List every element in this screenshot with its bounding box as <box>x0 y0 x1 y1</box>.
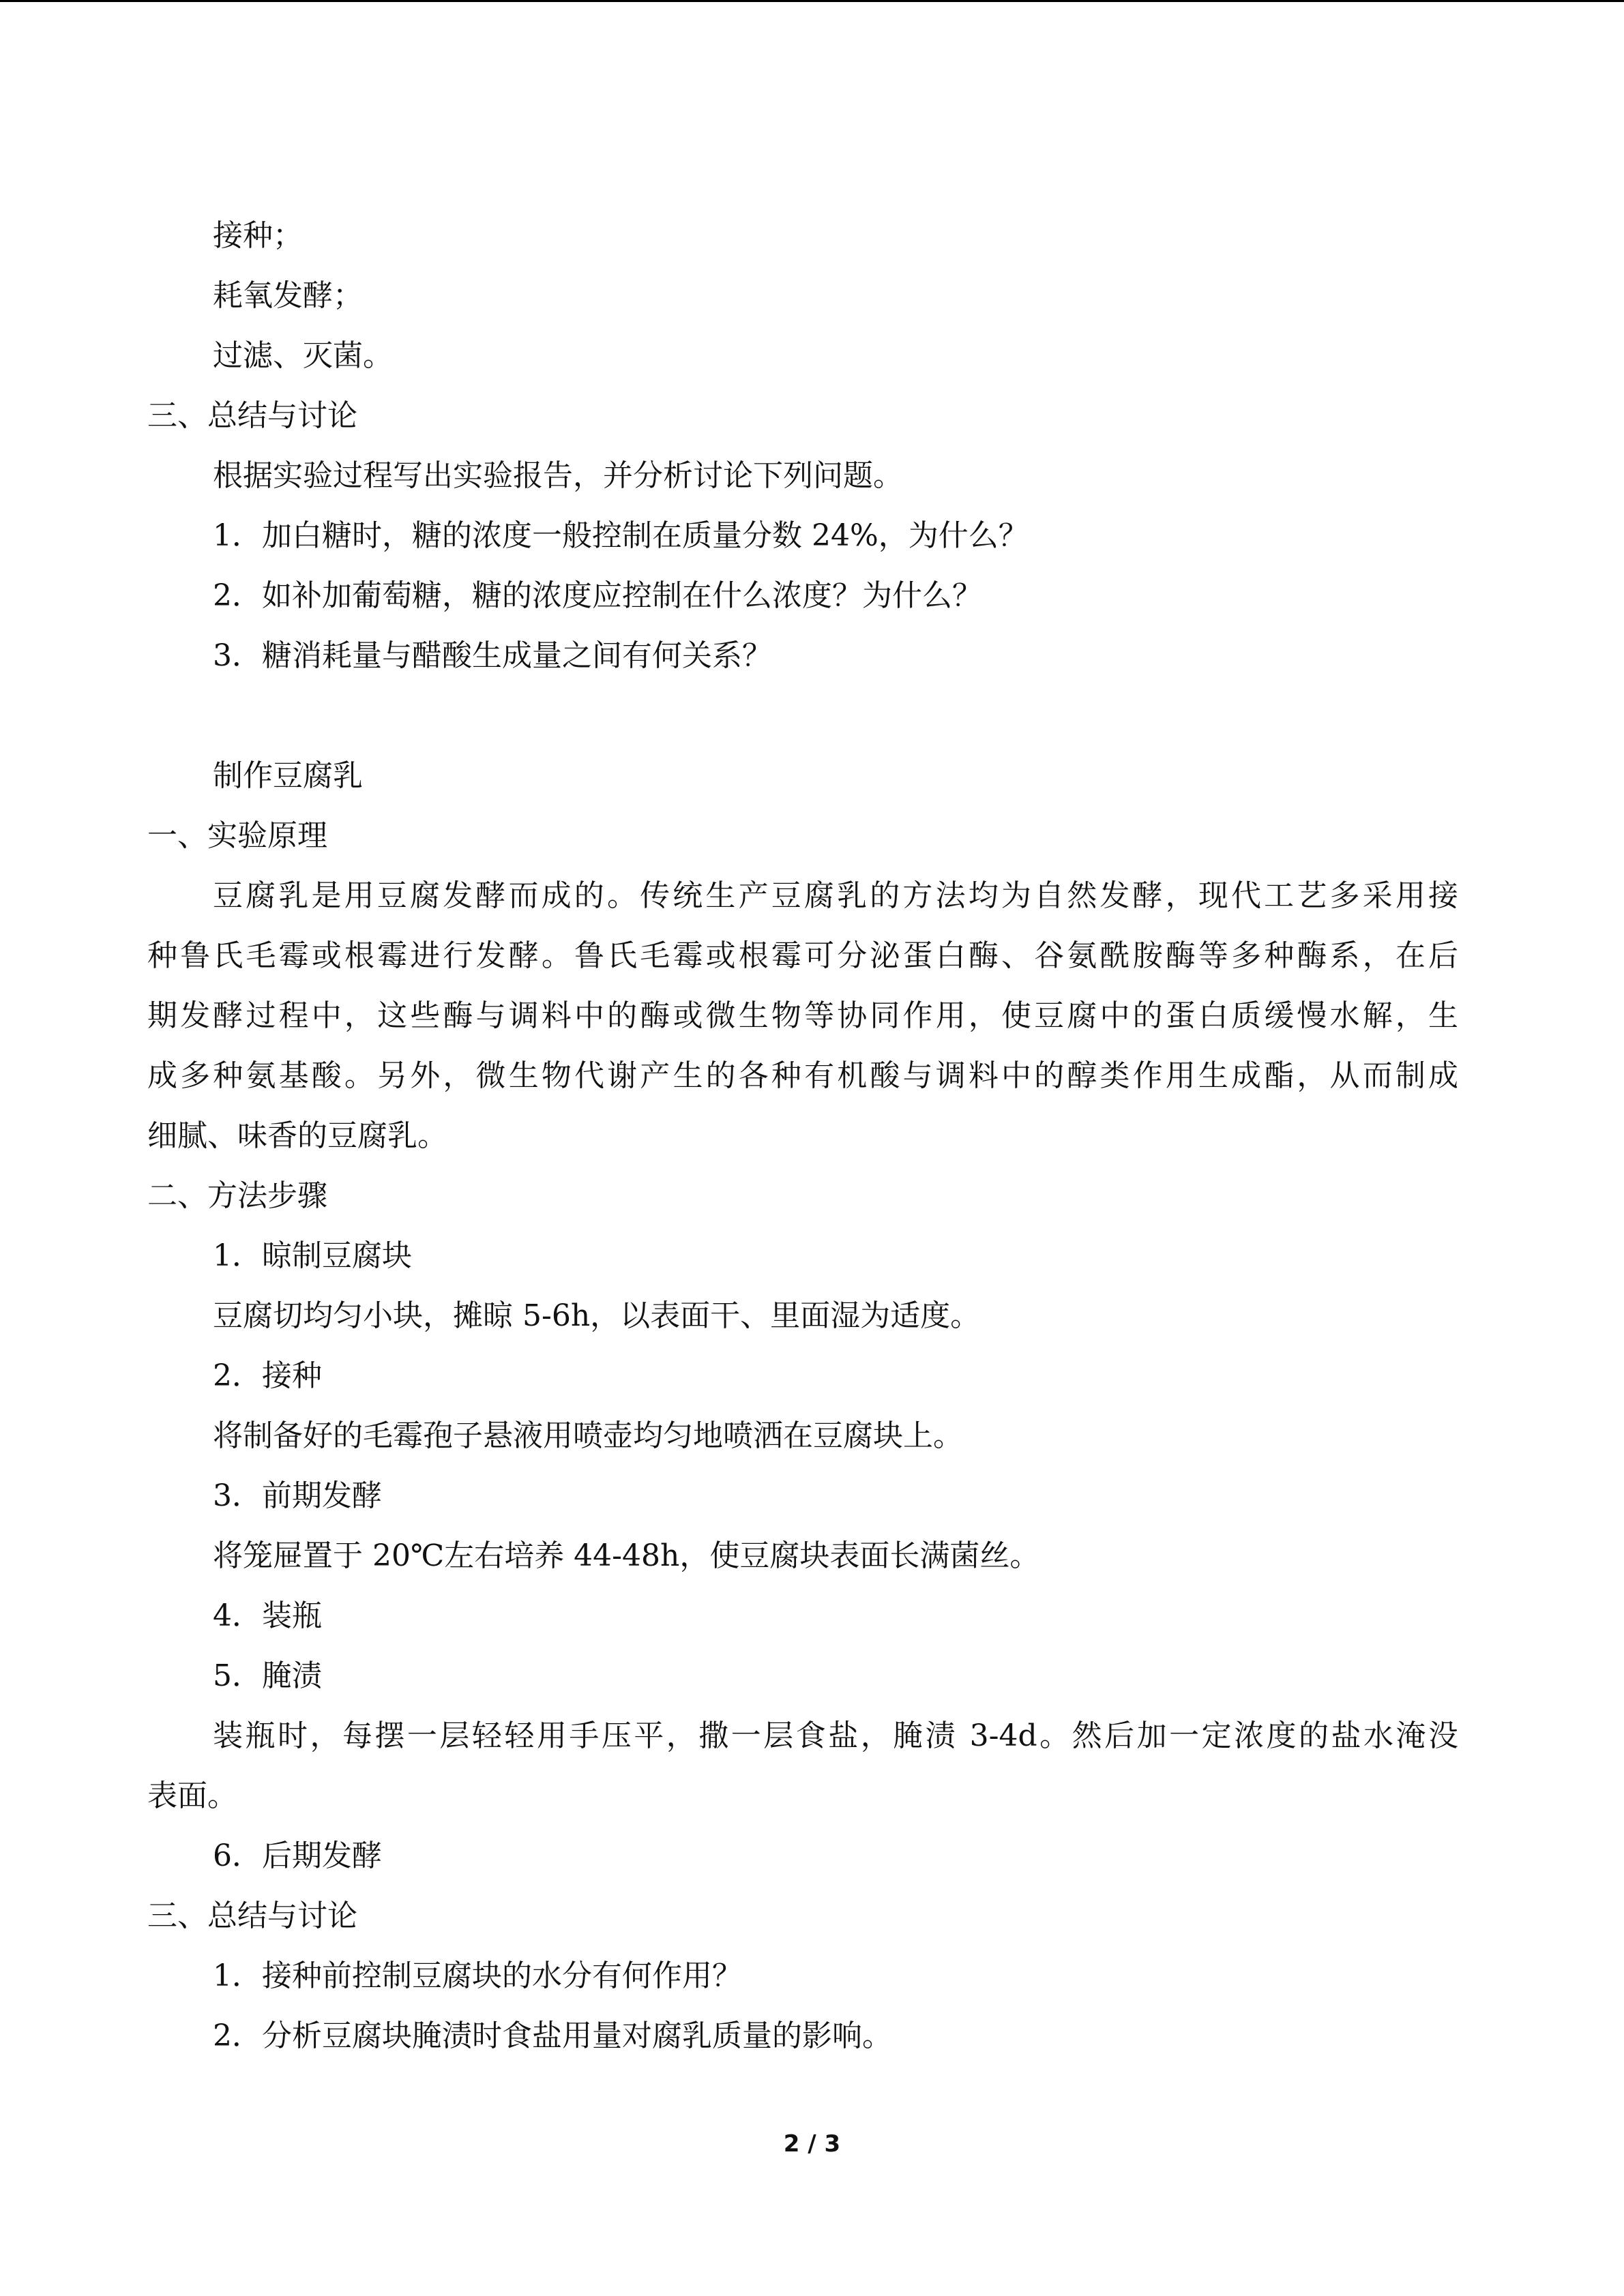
experiment-title: 制作豆腐乳 <box>213 758 363 793</box>
step-inoculate: 接种； <box>213 218 303 253</box>
step-6-title: 6．后期发酵 <box>213 1838 382 1873</box>
question-1: 1．加白糖时，糖的浓度一般控制在质量分数 24%，为什么？ <box>213 518 1029 553</box>
step-5-title: 5．腌渍 <box>213 1658 322 1693</box>
discussion-question-1: 1．接种前控制豆腐块的水分有何作用？ <box>213 1958 742 1993</box>
discussion-question-2: 2．分析豆腐块腌渍时食盐用量对腐乳质量的影响。 <box>213 2018 892 2053</box>
step-1-text: 豆腐切均匀小块，摊晾 5-6h，以表面干、里面湿为适度。 <box>213 1298 981 1333</box>
section-heading-summary-2: 三、总结与讨论 <box>147 1898 357 1933</box>
principle-line-1: 豆腐乳是用豆腐发酵而成的。传统生产豆腐乳的方法均为自然发酵，现代工艺多采用接 <box>213 878 1458 913</box>
section-heading-principle: 一、实验原理 <box>147 818 327 853</box>
step-3-text: 将笼屉置于 20℃左右培养 44-48h，使豆腐块表面长满菌丝。 <box>213 1538 1040 1573</box>
principle-line-2: 种鲁氏毛霉或根霉进行发酵。鲁氏毛霉或根霉可分泌蛋白酶、谷氨酰胺酶等多种酶系，在后 <box>147 938 1458 973</box>
step-filter-sterilize: 过滤、灭菌。 <box>213 338 393 373</box>
step-5-text-line-2: 表面。 <box>147 1778 237 1813</box>
principle-line-4: 成多种氨基酸。另外，微生物代谢产生的各种有机酸与调料中的醇类作用生成酯，从而制成 <box>147 1058 1458 1093</box>
step-4-title: 4．装瓶 <box>213 1598 322 1633</box>
section-heading-method: 二、方法步骤 <box>147 1178 327 1213</box>
paragraph-report: 根据实验过程写出实验报告，并分析讨论下列问题。 <box>213 458 903 493</box>
question-2: 2．如补加葡萄糖，糖的浓度应控制在什么浓度？为什么？ <box>213 578 982 613</box>
page-number: 2 / 3 <box>783 2130 841 2158</box>
step-aerobic-fermentation: 耗氧发酵； <box>213 278 363 313</box>
step-1-title: 1．晾制豆腐块 <box>213 1238 412 1273</box>
step-5-text-line-1: 装瓶时，每摆一层轻轻用手压平，撒一层食盐，腌渍 3-4d。然后加一定浓度的盐水淹没 <box>213 1718 1458 1753</box>
principle-line-3: 期发酵过程中，这些酶与调料中的酶或微生物等协同作用，使豆腐中的蛋白质缓慢水解，生 <box>147 998 1458 1033</box>
step-3-title: 3．前期发酵 <box>213 1478 382 1513</box>
principle-line-5: 细腻、味香的豆腐乳。 <box>147 1118 447 1153</box>
section-heading-summary: 三、总结与讨论 <box>147 398 357 433</box>
step-2-title: 2．接种 <box>213 1358 322 1393</box>
question-3: 3．糖消耗量与醋酸生成量之间有何关系？ <box>213 638 772 673</box>
step-2-text: 将制备好的毛霉孢子悬液用喷壶均匀地喷洒在豆腐块上。 <box>213 1418 963 1453</box>
